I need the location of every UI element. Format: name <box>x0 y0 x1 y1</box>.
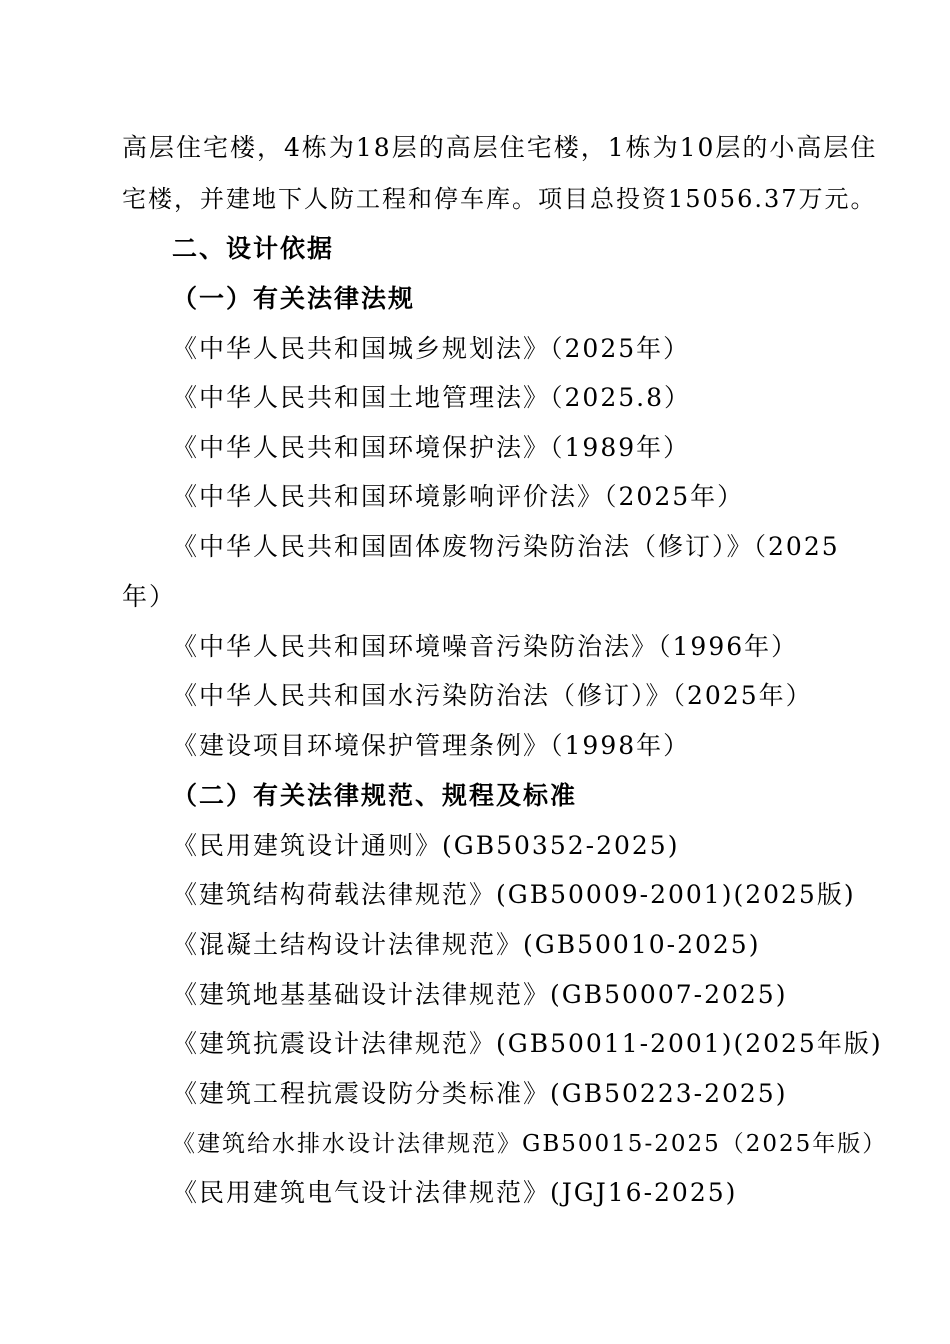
intro-paragraph-line-1: 高层住宅楼，4栋为18层的高层住宅楼，1栋为10层的小高层住 <box>122 133 878 162</box>
standard-item: 《民用建筑电气设计法律规范》(JGJ16-2025) <box>172 1178 738 1207</box>
law-item: 《中华人民共和国环境噪音污染防治法》（1996年） <box>172 632 799 661</box>
law-item: 《中华人民共和国城乡规划法》（2025年） <box>172 334 691 363</box>
standard-item: 《混凝土结构设计法律规范》(GB50010-2025) <box>172 930 761 959</box>
law-item: 《中华人民共和国固体废物污染防治法（修订）》（2025 <box>172 532 840 561</box>
law-item: 《中华人民共和国环境保护法》（1989年） <box>172 433 691 462</box>
law-item: 《中华人民共和国土地管理法》（2025.8） <box>172 383 691 412</box>
law-item-continuation: 年） <box>122 582 177 611</box>
standard-item: 《建筑结构荷载法律规范》(GB50009-2001)(2025版) <box>172 880 856 909</box>
standard-item: 《建筑地基基础设计法律规范》(GB50007-2025) <box>172 980 788 1009</box>
intro-paragraph-line-2: 宅楼，并建地下人防工程和停车库。项目总投资15056.37万元。 <box>122 185 877 213</box>
standard-item: 《民用建筑设计通则》(GB50352-2025) <box>172 831 680 860</box>
section-heading: 二、设计依据 <box>172 234 335 263</box>
standard-item: 《建筑抗震设计法律规范》(GB50011-2001)(2025年版) <box>172 1029 883 1058</box>
subsection-heading-laws: （一）有关法律法规 <box>172 284 416 313</box>
law-item: 《中华人民共和国水污染防治法（修订）》（2025年） <box>172 681 813 710</box>
subsection-heading-standards: （二）有关法律规范、规程及标准 <box>172 781 578 810</box>
standard-item: 《建筑给水排水设计法律规范》GB50015-2025（2025年版） <box>172 1131 888 1157</box>
law-item: 《中华人民共和国环境影响评价法》（2025年） <box>172 482 745 511</box>
standard-item: 《建筑工程抗震设防分类标准》(GB50223-2025) <box>172 1079 788 1108</box>
law-item: 《建设项目环境保护管理条例》（1998年） <box>172 731 691 760</box>
